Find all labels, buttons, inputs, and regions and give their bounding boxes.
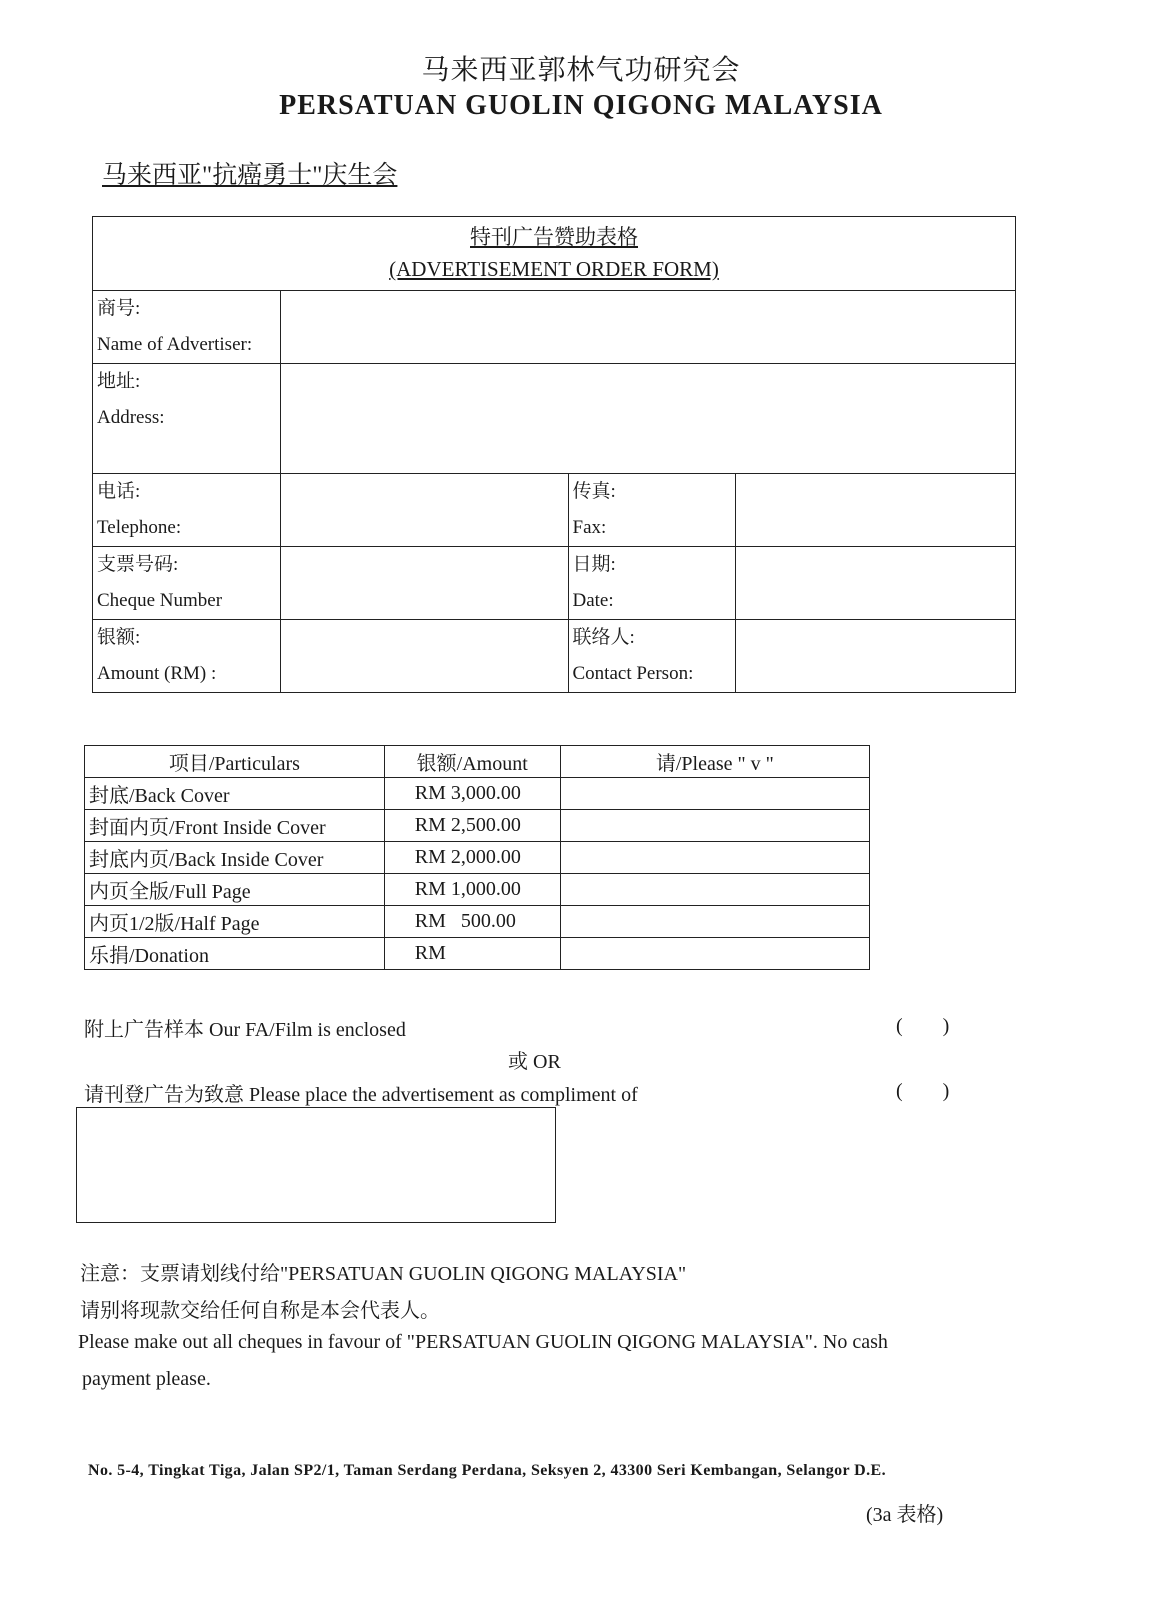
fax-label-cell bbox=[568, 474, 736, 547]
row-item: 内页1/2版/Half Page bbox=[85, 906, 385, 938]
row-item: 内页全版/Full Page bbox=[85, 874, 385, 906]
amount-label-cell bbox=[93, 620, 281, 693]
row-amount: RM 500.00 bbox=[384, 906, 560, 938]
tick-checkbox-cell[interactable] bbox=[560, 778, 869, 810]
compliment-checkbox[interactable]: ( ) bbox=[896, 1080, 950, 1102]
row-amount: RM 3,000.00 bbox=[384, 778, 560, 810]
cheque-label-english: Cheque Number bbox=[97, 590, 223, 611]
advertiser-name-field[interactable] bbox=[280, 291, 1015, 364]
table-row bbox=[85, 778, 870, 810]
advertiser-label-english: Name of Advertiser: bbox=[97, 334, 253, 355]
organization-name-english: PERSATUAN GUOLIN QIGONG MALAYSIA bbox=[279, 90, 883, 121]
event-title: 马来西亚"抗癌勇士"庆生会 bbox=[102, 162, 398, 189]
table-row bbox=[85, 810, 870, 842]
tick-checkbox-cell[interactable] bbox=[560, 874, 869, 906]
header-please-tick: 请/Please " v " bbox=[560, 746, 869, 778]
address-label-cell bbox=[93, 364, 281, 474]
footer-address: No. 5-4, Tingkat Tiga, Jalan SP2/1, Taman Serdang Perdana, Seksyen 2, 43300 Seri Kembangan, Selangor D.E. bbox=[88, 1462, 886, 1479]
tick-checkbox-cell[interactable] bbox=[560, 810, 869, 842]
header-particulars: 项目/Particulars bbox=[85, 746, 385, 778]
row-item: 封面内页/Front Inside Cover bbox=[85, 810, 385, 842]
note-line-3: Please make out all cheques in favour of "PERSATUAN GUOLIN QIGONG MALAYSIA". No cash bbox=[78, 1331, 888, 1353]
contact-label-english: Contact Person: bbox=[572, 663, 694, 684]
date-label-cell bbox=[568, 547, 736, 620]
amount-field[interactable] bbox=[280, 620, 568, 693]
note-line-4: payment please. bbox=[82, 1368, 211, 1390]
table-header-row bbox=[85, 746, 870, 778]
advertiser-label-cell bbox=[93, 291, 281, 364]
fax-label-chinese: 传真: bbox=[572, 481, 616, 502]
row-amount: RM 2,500.00 bbox=[384, 810, 560, 842]
table-row bbox=[85, 874, 870, 906]
date-field[interactable] bbox=[736, 547, 1016, 620]
or-text: 或 OR bbox=[508, 1051, 561, 1073]
advertisement-order-form bbox=[92, 216, 1016, 693]
table-row bbox=[85, 906, 870, 938]
note-line-2: 请别将现款交给任何自称是本会代表人。 bbox=[80, 1300, 440, 1322]
row-amount: RM bbox=[384, 938, 560, 970]
row-item: 封底内页/Back Inside Cover bbox=[85, 842, 385, 874]
address-field[interactable] bbox=[280, 364, 1015, 474]
compliment-text-box[interactable] bbox=[76, 1107, 556, 1223]
particulars-table bbox=[84, 745, 870, 970]
amount-label-chinese: 银额: bbox=[97, 627, 141, 648]
form-code: (3a 表格) bbox=[866, 1504, 944, 1526]
tick-checkbox-cell[interactable] bbox=[560, 938, 869, 970]
address-label-chinese: 地址: bbox=[97, 371, 141, 392]
telephone-label-english: Telephone: bbox=[97, 517, 182, 538]
advertiser-label-chinese: 商号: bbox=[97, 298, 141, 319]
header-amount: 银额/Amount bbox=[384, 746, 560, 778]
amount-label-english: Amount (RM) : bbox=[97, 663, 217, 684]
telephone-field[interactable] bbox=[280, 474, 568, 547]
enclosed-option-text: 附上广告样本 Our FA/Film is enclosed bbox=[84, 1019, 406, 1041]
enclosed-checkbox[interactable]: ( ) bbox=[896, 1015, 950, 1037]
contact-person-field[interactable] bbox=[736, 620, 1016, 693]
table-row bbox=[85, 938, 870, 970]
note-line-1: 注意：支票请划线付给"PERSATUAN GUOLIN QIGONG MALAYSIA" bbox=[80, 1263, 687, 1285]
form-header bbox=[93, 217, 1016, 291]
telephone-label-cell bbox=[93, 474, 281, 547]
form-title-chinese: 特刊广告赞助表格 bbox=[470, 225, 638, 249]
fax-label-english: Fax: bbox=[572, 517, 607, 538]
fax-field[interactable] bbox=[736, 474, 1016, 547]
date-label-chinese: 日期: bbox=[572, 554, 616, 575]
table-row bbox=[85, 842, 870, 874]
cheque-number-field[interactable] bbox=[280, 547, 568, 620]
contact-label-cell bbox=[568, 620, 736, 693]
address-label-english: Address: bbox=[97, 407, 165, 428]
contact-label-chinese: 联络人: bbox=[572, 627, 635, 648]
tick-checkbox-cell[interactable] bbox=[560, 842, 869, 874]
organization-name-chinese: 马来西亚郭林气功研究会 bbox=[421, 55, 741, 86]
date-label-english: Date: bbox=[572, 590, 614, 611]
cheque-label-cell bbox=[93, 547, 281, 620]
form-title-english: (ADVERTISEMENT ORDER FORM) bbox=[389, 257, 719, 281]
row-item: 乐捐/Donation bbox=[85, 938, 385, 970]
row-item: 封底/Back Cover bbox=[85, 778, 385, 810]
cheque-label-chinese: 支票号码: bbox=[97, 554, 179, 575]
tick-checkbox-cell[interactable] bbox=[560, 906, 869, 938]
compliment-option-text: 请刊登广告为致意 Please place the advertisement as compliment of bbox=[84, 1084, 638, 1106]
row-amount: RM 2,000.00 bbox=[384, 842, 560, 874]
row-amount: RM 1,000.00 bbox=[384, 874, 560, 906]
telephone-label-chinese: 电话: bbox=[97, 481, 141, 502]
